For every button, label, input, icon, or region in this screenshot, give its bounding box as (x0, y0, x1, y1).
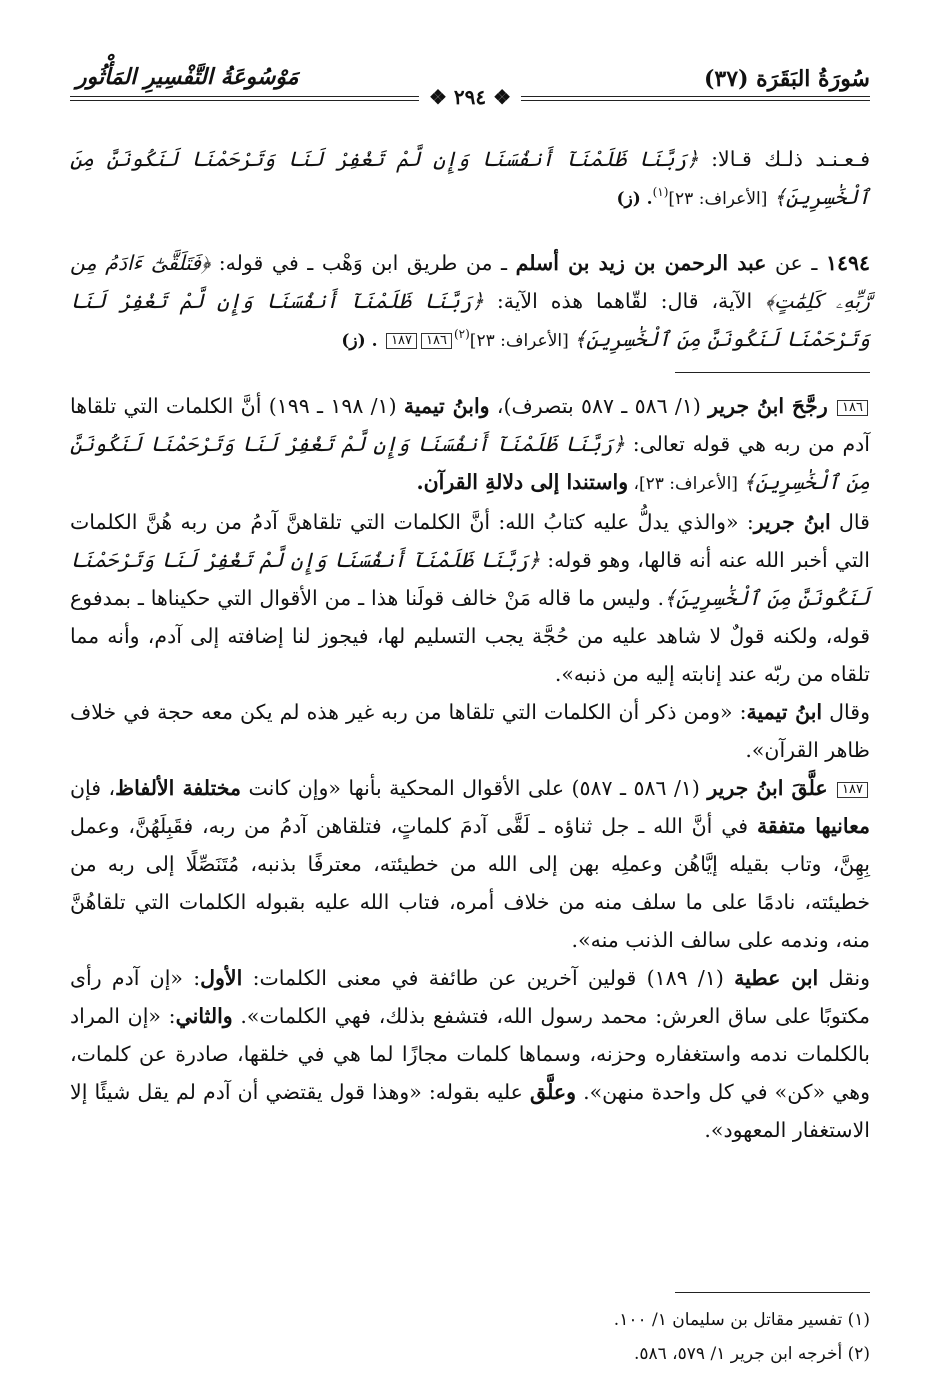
surah-ref: [الأعراف: ٢٣] (668, 189, 768, 209)
quran-quote: ﴿رَبَّنَا ظَلَمْنَآ أَنفُسَنَا وَإِن لَّمْ تَغْفِرْ لَنَا وَتَرْحَمْنَا لَنَكُونَنَّ مِنَ ٱلْخَٰسِرِينَ﴾ (70, 548, 870, 610)
footnote-separator (675, 1292, 870, 1293)
note-box-186: ١٨٦ (421, 333, 452, 349)
note-187-ibn-atiyya: ونقل ابن عطية (١/ ١٨٩) قولين آخرين عن طائفة في معنى الكلمات: الأول: «إن آدم رأى مكتوبًا على ساق العرش: محمد رسول الله، فتشفع بذلك، فهي الكلمات». والثاني: «إن المراد بالكلمات ندمه واستغفاره وحزنه، وسماها كلمات مجازًا لما هي في خلقها، صادرة عن كلمات، وهي «كن» في كل واحدة منهن». وعلَّق عليه بقوله: «وهذا قول يقتضي أن آدم لم يقل شيئًا إلا الاستغفار المعهود». (70, 966, 870, 1142)
narration-code: . (ز) (616, 189, 653, 209)
footnote-marker: (١) (652, 185, 669, 200)
page-number: ❖ ٢٩٤ ❖ (419, 85, 521, 109)
surah-ref: [الأعراف: ٢٣] (469, 331, 575, 351)
footnote-2: (٢) أخرجه ابن جرير ١/ ٥٧٩، ٥٨٦. (633, 1344, 870, 1364)
narration-1494: ١٤٩٤ ـ عن عبد الرحمن بن زيد بن أسلم ـ من طريق ابن وَهْب ـ في قوله: ﴿فَتَلَقَّىٰٓ ءَادَمُ مِن رَّبِّهِۦ كَلِمَٰتٍ﴾ الآية، قال: لقّاهما هذه الآية: ﴿رَبَّنَا ظَلَمْنَآ أَنفُسَنَا وَإِن لَّمْ تَغْفِرْ لَنَا وَتَرْحَمْنَا لَنَكُونَنَّ مِنَ ٱلْخَٰسِرِينَ﴾ [الأعراف: ٢٣]$^{(٢)}$١٨٦١٨٧ . (ز) (70, 251, 870, 351)
note-box-186: ١٨٦ (837, 400, 868, 416)
note-186-ibn-taymiyya: وقال ابنُ تيمية: «ومن ذكر أن الكلمات التي تلقاها من ربه غير هذه لم يكن معه حجة في خلاف ظاهر القرآن». (70, 700, 870, 762)
note-186: ١٨٦ رجَّحَ ابنُ جرير (١/ ٥٨٦ ـ ٥٨٧ بتصرف)، وابنُ تيمية (١/ ١٩٨ ـ ١٩٩) أنَّ الكلمات التي تلقاها آدم من ربه هي قوله تعالى: ﴿رَبَّنَا ظَلَمْنَآ أَنفُسَنَا وَإِن لَّمْ تَغْفِرْ لَنَا وَتَرْحَمْنَا لَنَكُونَنَّ مِنَ ٱلْخَٰسِرِينَ﴾ [الأعراف: ٢٣]، واستندا إلى دلالةِ القرآن. (70, 394, 870, 494)
quran-quote: ﴿فَتَلَقَّىٰٓ ءَادَمُ مِن رَّبِّهِۦ كَلِمَٰتٍ﴾ (70, 251, 870, 313)
book-title: مَوْسُوعَةُ التَّفْسِيرِ المَأْثُور (76, 64, 299, 90)
quran-quote: ﴿رَبَّنَا ظَلَمْنَآ أَنفُسَنَا وَإِن لَّمْ تَغْفِرْ لَنَا وَتَرْحَمْنَا لَنَكُونَنَّ مِنَ ٱلْخَٰسِرِينَ﴾ (70, 289, 870, 351)
footnote-marker: (٢) (453, 327, 470, 342)
note-box-187: ١٨٧ (386, 333, 417, 349)
notes-separator (675, 372, 870, 373)
narration-number: ١٤٩٤ (825, 251, 870, 275)
note-186-ibn-jarir: قال ابنُ جرير: «والذي يدلُّ عليه كتابُ الله: أنَّ الكلمات التي تلقاهنَّ آدمُ من ربه هُنَّ الكلمات التي أخبر الله عنه أنه قالها، وهو قوله: ﴿رَبَّنَا ظَلَمْنَآ أَنفُسَنَا وَإِن لَّمْ تَغْفِرْ لَنَا وَتَرْحَمْنَا لَنَكُونَنَّ مِنَ ٱلْخَٰسِرِينَ﴾. وليس ما قاله مَنْ خالف قولَنا هذا ـ من الأقوال التي حكيناها ـ بمدفوع قوله، ولكنه قولٌ لا شاهد عليه من حُجَّة يجب التسليم لها، فيجوز لنا إضافته إلى آدم، وأنه مما تلقاه من ربّه عند إنابته إليه من ذنبه». (70, 510, 870, 686)
narration-code: . (ز) (341, 331, 378, 351)
footnote-1: (١) تفسير مقاتل بن سليمان ١/ ١٠٠. (613, 1310, 870, 1330)
footnotes (70, 1292, 870, 1371)
page-header (70, 52, 870, 109)
note-box-187: ١٨٧ (837, 782, 868, 798)
paragraph-intro: فـعـنـد ذلـك قـالا: ﴿رَبَّنَا ظَلَمْنَآ أَنفُسَنَا وَإِن لَّمْ تَغْفِرْ لَنَا وَتَرْحَمْنَا لَنَكُونَنَّ مِنَ ٱلْخَٰسِرِينَ﴾ [الأعراف: ٢٣]$^{(١)}$. (ز) (70, 147, 870, 209)
surah-heading: سُورَةُ البَقَرَة (٣٧) (704, 66, 870, 92)
surah-ref: [الأعراف: ٢٣]، (628, 474, 744, 494)
main-text (70, 140, 870, 1149)
narrator-name: عبد الرحمن بن زيد بن أسلم (515, 251, 767, 275)
quran-quote: ﴿رَبَّنَا ظَلَمْنَآ أَنفُسَنَا وَإِن لَّمْ تَغْفِرْ لَنَا وَتَرْحَمْنَا لَنَكُونَنَّ مِنَ ٱلْخَٰسِرِينَ﴾ (70, 432, 870, 494)
note-187: ١٨٧ علَّقَ ابنُ جرير (١/ ٥٨٦ ـ ٥٨٧) على الأقوال المحكية بأنها «وإن كانت مختلفة الألفاظ، فإن معانيها متفقة في أنَّ الله ـ جل ثناؤه ـ لَقَّى آدمَ كلماتٍ، فتلقاهن آدمُ من ربه، فقَبِلَهُنَّ، وعمل بِهِنَّ، وتاب بقيله إيَّاهُن وعملِه بهن إلى الله من خطيئته، معترفًا بذنبه، مُتَنَصِّلًا إلى ربه من خطيئته، نادمًا على ما سلف منه من خلاف أمره، فتاب الله عليه بقبوله الكلمات التي تلقاهُنَّ منه، وندمه على سالف الذنب منه». (70, 776, 870, 952)
quran-quote: ﴿رَبَّنَا ظَلَمْنَآ أَنفُسَنَا وَإِن لَّمْ تَغْفِرْ لَنَا وَتَرْحَمْنَا لَنَكُونَنَّ مِنَ ٱلْخَٰسِرِينَ﴾ (70, 147, 870, 209)
page (70, 52, 870, 1364)
